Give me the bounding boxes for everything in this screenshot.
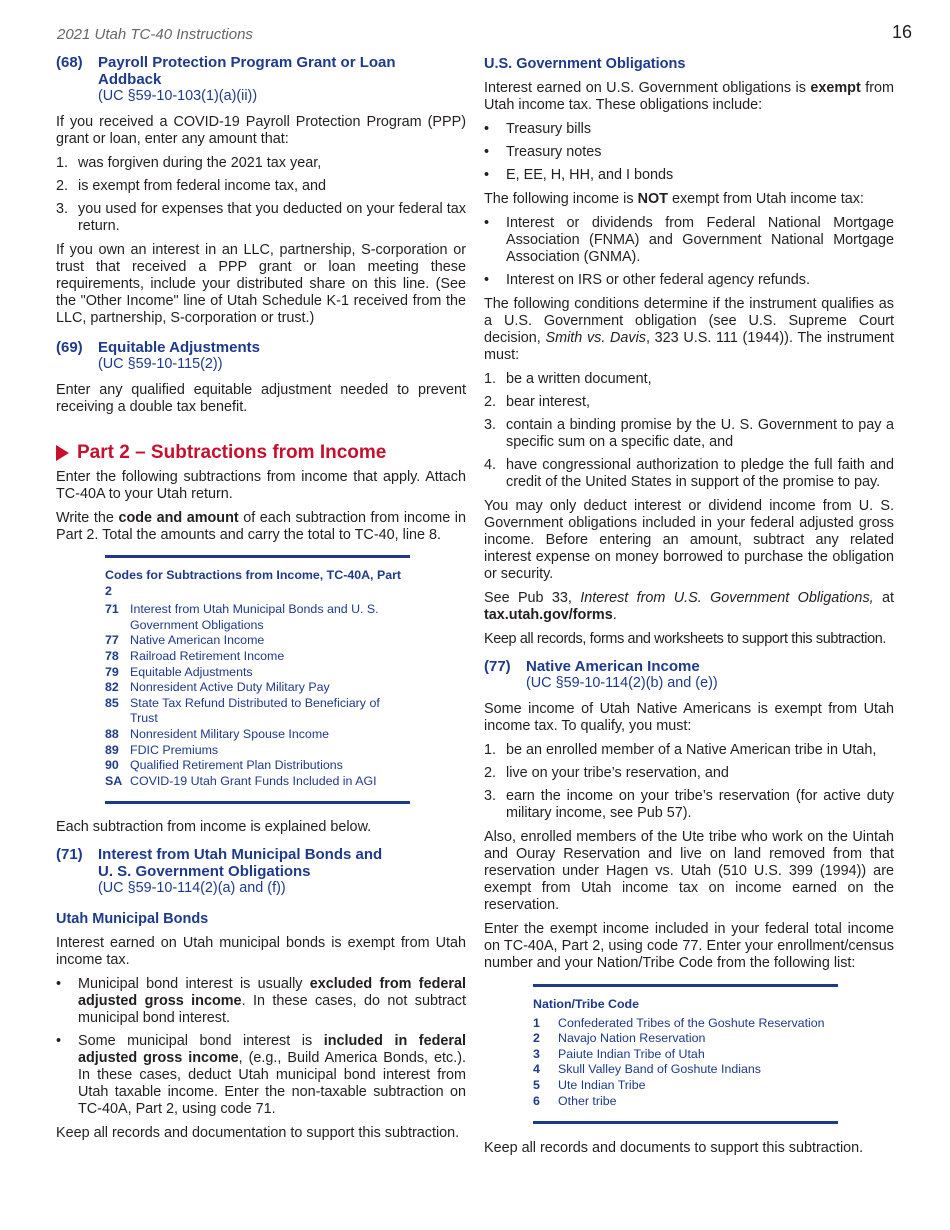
paragraph: Enter the exempt income included in your federal total income on TC-40A, Part 2, using code 77. Enter your enrollment/census number and your Nation/Tribe Code from the following list: — [484, 921, 894, 971]
us-government-obligations-heading: U.S. Government Obligations — [484, 56, 686, 72]
code-row: 6 Other tribe — [533, 1093, 617, 1108]
bullet-list — [484, 215, 894, 289]
paragraph: See Pub 33, Interest from U.S. Government Obligations, at tax.utah.gov/forms. — [484, 590, 894, 623]
paragraph: Keep all records and documents to support this subtraction. — [484, 1140, 864, 1157]
list-item: 3. earn the income on your tribe’s reservation (for active duty military income, see Pub 57). — [484, 788, 894, 821]
page-number: 16 — [892, 22, 913, 42]
numbered-list — [484, 371, 894, 491]
box-title: Nation/Tribe Code — [533, 997, 640, 1011]
list-item: • Municipal bond interest is usually excluded from federal adjusted gross income. In these cases, do not subtract municipal bond interest. — [56, 976, 466, 1027]
section-code: (71) — [56, 846, 83, 864]
section-title-cont: Addback — [98, 71, 162, 88]
triangle-icon — [56, 445, 69, 461]
statute-reference: (UC §59-10-103(1)(a)(ii)) — [98, 88, 258, 104]
code-row: 71 Interest from Utah Municipal Bonds and U. S. Government Obligations — [105, 602, 379, 632]
right-column — [484, 54, 894, 1164]
section-code: (77) — [484, 658, 511, 675]
section-code: (68) — [56, 54, 83, 71]
section-title: Interest from Utah Municipal Bonds and — [98, 846, 383, 864]
statute-reference: (UC §59-10-115(2)) — [98, 356, 223, 372]
list-item: 4. have congressional authorization to pledge the full faith and credit of the United States in support of the promise to pay. — [484, 457, 894, 490]
list-item: 1. be an enrolled member of a Native American tribe in Utah, — [484, 742, 877, 758]
code-row: 82 Nonresident Active Duty Military Pay — [105, 680, 330, 695]
code-row: 79 Equitable Adjustments — [105, 664, 253, 679]
section-code: (69) — [56, 339, 83, 356]
list-item: • E, EE, H, HH, and I bonds — [484, 167, 674, 183]
section-77-heading — [484, 658, 894, 692]
section-68-heading — [56, 54, 466, 105]
bullet-list — [484, 121, 894, 184]
code-row: 90 Qualified Retirement Plan Distributions — [105, 758, 343, 773]
list-item: • Some municipal bond interest is included in federal adjusted gross income, (e.g., Build America Bonds, etc.). In these cases, deduct Utah municipal bond interest from Utah taxable income. Enter the non-taxable subtraction on TC-40A, Part 2, using code 71. — [56, 1033, 466, 1118]
statute-reference: (UC §59-10-114(2)(b) and (e)) — [526, 675, 718, 691]
code-row: 3 Paiute Indian Tribe of Utah — [533, 1046, 705, 1061]
statute-reference: (UC §59-10-114(2)(a) and (f)) — [98, 880, 286, 897]
section-title: Payroll Protection Program Grant or Loan — [98, 54, 396, 71]
numbered-list — [484, 742, 894, 822]
utah-municipal-bonds-heading: Utah Municipal Bonds — [56, 911, 209, 928]
paragraph: Some income of Utah Native Americans is exempt from Utah income tax. To qualify, you must: — [484, 701, 894, 734]
list-item: • Interest on IRS or other federal agency refunds. — [484, 272, 810, 288]
list-item: 1. be a written document, — [484, 371, 652, 387]
paragraph: If you received a COVID-19 Payroll Protection Program (PPP) grant or loan, enter any amount that: — [56, 114, 466, 147]
code-row: SA COVID-19 Utah Grant Funds Included in AGI — [105, 773, 377, 788]
list-item: • Interest or dividends from Federal National Mortgage Association (FNMA) and Government National Mortgage Association (GNMA). — [484, 215, 894, 265]
paragraph: Interest earned on U.S. Government obligations is exempt from Utah income tax. These obligations include: — [484, 80, 895, 113]
paragraph: Enter the following subtractions from income that apply. Attach TC-40A to your Utah return. — [56, 469, 466, 502]
forms-link[interactable]: tax.utah.gov/forms — [484, 607, 613, 623]
code-row: 77 Native American Income — [105, 633, 265, 648]
box-title: Codes for Subtractions from Income, TC-40A, Part 2 — [105, 568, 402, 598]
paragraph: Enter any qualified equitable adjustment needed to prevent receiving a double tax benefit. — [56, 382, 466, 415]
section-title: Equitable Adjustments — [98, 339, 260, 356]
code-row: 85 State Tax Refund Distributed to Beneficiary of Trust — [105, 695, 380, 726]
list-item: 2. is exempt from federal income tax, and — [56, 178, 326, 194]
paragraph: Each subtraction from income is explained below. — [56, 819, 372, 836]
list-item: 3. contain a binding promise by the U. S. Government to pay a specific sum on a specific date, and — [484, 417, 894, 450]
list-item: 2. live on your tribe’s reservation, and — [484, 765, 729, 781]
list-item: 3. you used for expenses that you deducted on your federal tax return. — [56, 201, 466, 234]
list-item: 1. was forgiven during the 2021 tax year, — [56, 155, 322, 171]
code-row: 5 Ute Indian Tribe — [533, 1077, 646, 1092]
list-item: 2. bear interest, — [484, 394, 590, 410]
paragraph: Interest earned on Utah municipal bonds is exempt from Utah income tax. — [56, 935, 466, 969]
code-row: 78 Railroad Retirement Income — [105, 648, 285, 663]
section-title: Native American Income — [526, 658, 700, 675]
code-row: 88 Nonresident Military Spouse Income — [105, 726, 330, 741]
nation-tribe-code-box — [533, 984, 838, 1124]
paragraph: If you own an interest in an LLC, partnership, S-corporation or trust that received a PPP grant or loan meeting these requirements, include your distributed share on this line. (See the "Other Income" line of Utah Schedule K-1 received from the LLC, partnership, S-corporation or trust.) — [56, 242, 466, 326]
paragraph: Keep all records and documentation to support this subtraction. — [56, 1125, 460, 1142]
code-row: 4 Skull Valley Band of Goshute Indians — [533, 1062, 761, 1077]
paragraph: You may only deduct interest or dividend income from U. S. Government obligations included in your federal adjusted gross income. Before entering an amount, subtract any related interest expense on money borrowed to purchase the obligation or security. — [484, 498, 894, 582]
section-title-cont: U. S. Government Obligations — [98, 863, 311, 881]
section-71-heading — [56, 846, 466, 897]
numbered-list — [56, 155, 466, 235]
paragraph: The following conditions determine if the instrument qualifies as a U.S. Government obligation (see U.S. Supreme Court decision, Smith vs. Davis, 323 U.S. 111 (1944)). The instrument must: — [484, 296, 895, 363]
section-69-heading — [56, 339, 466, 373]
subtraction-codes-box — [105, 555, 410, 804]
part-2-heading — [56, 444, 466, 461]
list-item: • Treasury bills — [484, 121, 592, 137]
list-item: • Treasury notes — [484, 144, 602, 160]
code-row: 89 FDIC Premiums — [105, 742, 219, 757]
paragraph: Write the code and amount of each subtraction from income in Part 2. Total the amounts and carry the total to TC-40, line 8. — [56, 510, 466, 543]
left-column — [56, 54, 466, 1149]
part-title: Part 2 – Subtractions from Income — [77, 442, 387, 463]
paragraph: Also, enrolled members of the Ute tribe who work on the Uintah and Ouray Reservation and live on land removed from that reservation under Hagen vs. Utah (510 U.S. 399 (1994)) are exempt from Utah income tax on income earned on the reservation. — [484, 829, 894, 913]
bullet-list — [56, 976, 466, 1118]
code-row: 1 Confederated Tribes of the Goshute Reservation — [533, 1015, 825, 1030]
paragraph: Keep all records, forms and worksheets to support this subtraction. — [484, 631, 887, 647]
paragraph: The following income is NOT exempt from Utah income tax: — [484, 191, 864, 207]
page-header: 2021 Utah TC-40 Instructions — [57, 26, 253, 43]
code-row: 2 Navajo Nation Reservation — [533, 1031, 706, 1046]
